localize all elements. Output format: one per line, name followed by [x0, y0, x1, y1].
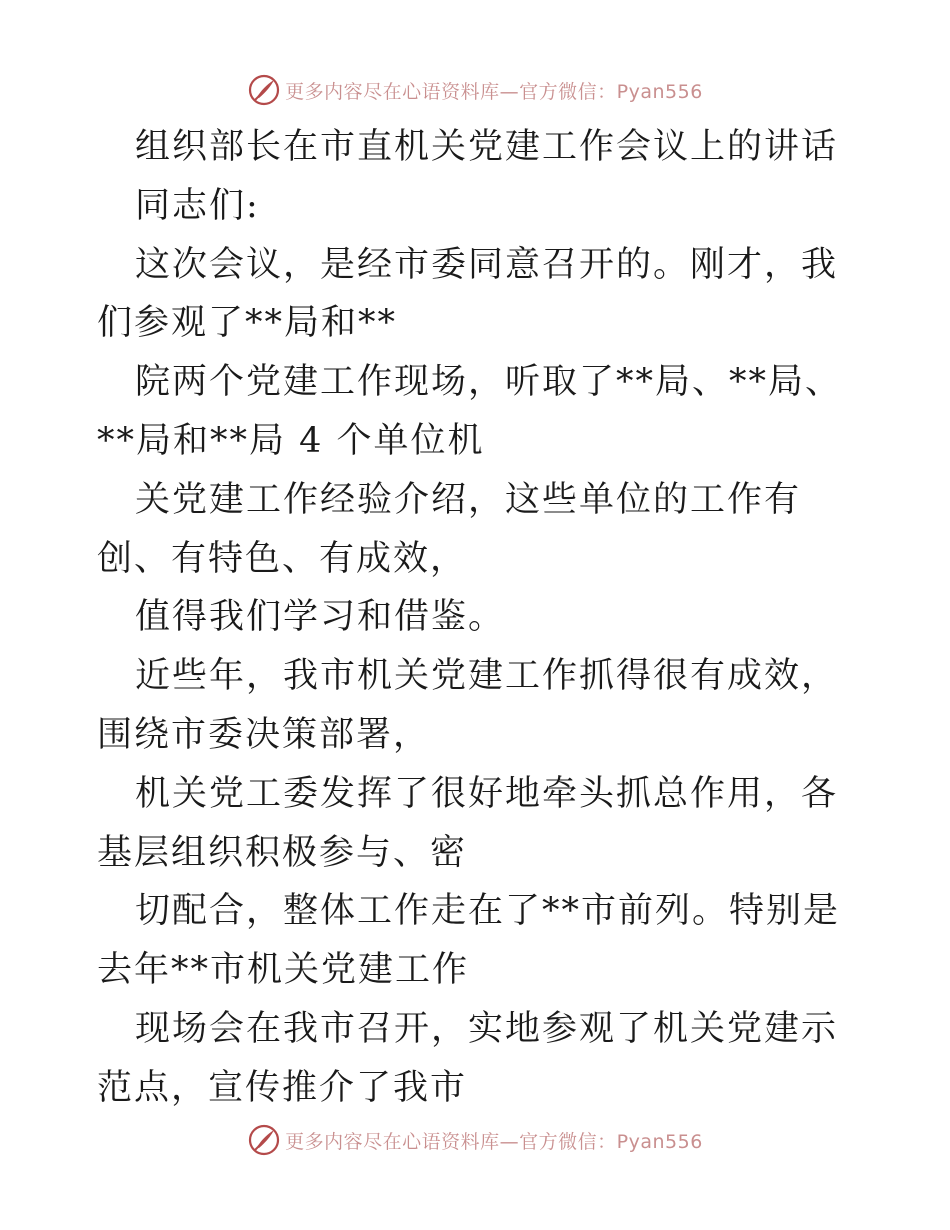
feather-pen-seal-icon — [247, 1123, 281, 1157]
paragraph: 切配合，整体工作走在了**市前列。特别是去年**市机关党建工作 — [97, 891, 841, 991]
document-title: 组织部长在市直机关党建工作会议上的讲话 — [135, 127, 839, 167]
paragraph: 现场会在我市召开，实地参观了机关党建示范点，宣传推介了我市 — [97, 1008, 839, 1108]
header-watermark — [0, 70, 950, 110]
paragraph: 院两个党建工作现场，听取了**局、**局、**局和**局 4 个单位机 — [97, 362, 843, 461]
paragraph: 近些年，我市机关党建工作抓得很有成效，围绕市委决策部署， — [97, 656, 839, 755]
feather-pen-seal-icon — [247, 73, 281, 107]
paragraph: 值得我们学习和借鉴。 — [135, 597, 506, 638]
greeting: 同志们: — [135, 185, 260, 226]
footer-watermark — [0, 1120, 950, 1160]
paragraph: 关党建工作经验介绍，这些单位的工作有创、有特色、有成效， — [97, 479, 802, 579]
watermark-text: 更多内容尽在心语资料库—官方微信：Pyan556 — [285, 80, 703, 103]
watermark-text: 更多内容尽在心语资料库—官方微信：Pyan556 — [285, 1130, 703, 1153]
paragraph: 这次会议，是经市委同意召开的。刚才，我们参观了**局和** — [97, 244, 839, 344]
paragraph: 机关党工委发挥了很好地牵头抓总作用，各基层组织积极参与、密 — [97, 773, 839, 873]
document-body — [97, 118, 857, 1118]
